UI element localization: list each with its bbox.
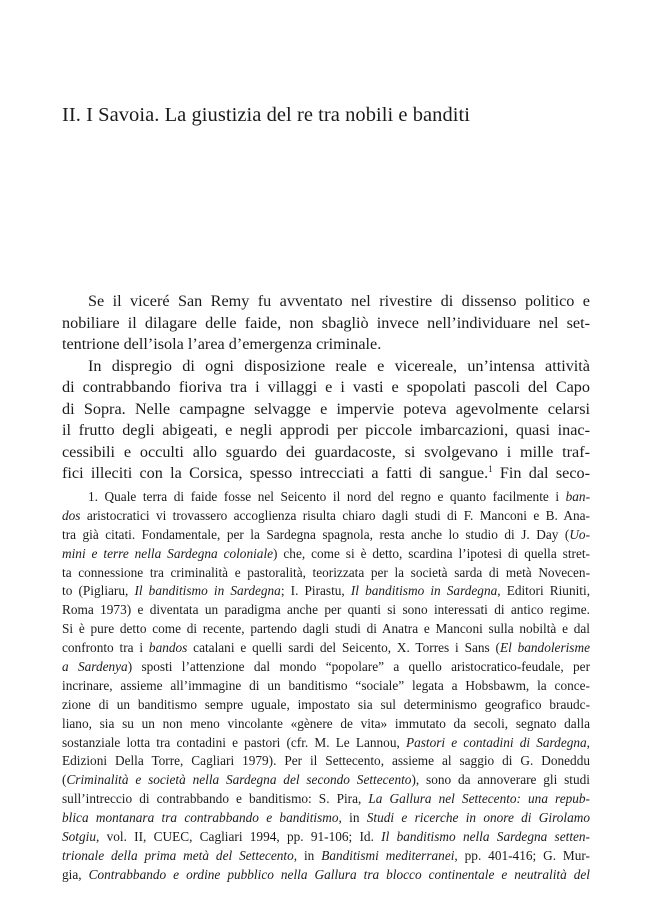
footnote-line: ta connessione tra criminalità e pastoralità, teorizzata per la società sarda di metà Novecen- — [62, 564, 590, 580]
footnote-line: to (Pigliaru, Il banditismo in Sardegna; I. Pirastu, Il banditismo in Sardegna, Editori Riuniti, — [62, 583, 590, 599]
footnote-line: sostanziale lotta tra contadini e pastori (cfr. M. Le Lannou, Pastori e contadini di Sardegna, — [62, 734, 590, 750]
body-line: nobiliare il dilagare delle faide, non sbagliò invece nell’individuare nel set- — [62, 313, 590, 332]
footnote-italic-title: Il banditismo in Sardegna — [350, 583, 498, 599]
footnote-line: Edizioni Della Torre, Cagliari 1979). Per il Settecento, assieme al saggio di G. Doneddu — [62, 753, 590, 769]
chapter-title: II. I Savoia. La giustizia del re tra nobili e banditi — [62, 104, 471, 126]
footnotes — [62, 488, 590, 885]
footnote-italic-title: dos — [62, 507, 81, 523]
footnote-line: tra già citati. Fondamentale, per la Sardegna spagnola, resta anche lo studio di J. Day (Uo- — [62, 526, 590, 542]
body-line — [62, 463, 590, 485]
footnote-italic-title: a Sardenya — [62, 659, 128, 675]
footnote-line: liano, sia su un non meno vincolante «gènere de vita» immutato da secoli, segnato dalla — [62, 715, 590, 731]
footnote-line: trionale della prima metà del Settecento, in Banditismi mediterranei, pp. 401-416; G. Mur- — [62, 847, 590, 863]
footnote-line: blica montanara tra contrabbando e banditismo, in Studi e ricerche in onore di Girolamo — [62, 810, 590, 826]
body-line: Se il viceré San Remy fu avventato nel rivestire di dissenso politico e — [88, 292, 590, 310]
footnote-italic-title: Pastori e contadini di Sardegna — [405, 734, 587, 750]
footnote-line: (Criminalità e società nella Sardegna del secondo Settecento), sono da annoverare gli studi — [62, 772, 590, 788]
footnote-italic-title: blica montanara tra contrabbando e banditismo — [62, 810, 339, 826]
footnote-line: zione di un banditismo sempre uguale, impostato sia sul determinismo geografico braudc- — [62, 696, 590, 712]
body-line: tentrione dell’isola l’area d’emergenza criminale. — [62, 335, 382, 353]
footnote-line: mini e terre nella Sardegna coloniale) che, come si è detto, scardina l’ipotesi di quella stret- — [62, 545, 590, 561]
body-text-run: fici illeciti con la Corsica, spesso intrecciati a fatti di sangue. — [62, 464, 489, 482]
footnote-italic-title: Uo- — [569, 526, 590, 542]
footnote-italic-title: Il banditismo in Sardegna — [134, 583, 281, 599]
footnote-italic-title: bandos — [148, 640, 188, 656]
footnote-line: Sotgiu, vol. II, CUEC, Cagliari 1994, pp. 91-106; Id. Il banditismo nella Sardegna setten- — [62, 829, 590, 845]
footnote-line: incrinare, assieme all’immagine di un banditismo “sociale” legata a Hobsbawm, la conce- — [62, 677, 590, 693]
footnote-italic-title: La Gallura nel Settecento: una repub- — [368, 791, 590, 807]
footnote-italic-title: Banditismi mediterranei — [321, 847, 455, 863]
body-line: In dispregio di ogni disposizione reale e vicereale, un’intensa attività — [88, 356, 590, 375]
footnote-line: sull’intreccio di contrabbando e banditismo: S. Pira, La Gallura nel Settecento: una repub- — [62, 791, 590, 807]
body-line: di contrabbando fioriva tra i villaggi e i vasti e spopolati pascoli del Capo — [62, 378, 590, 396]
body-line: il frutto degli abigeati, e negli approdi per piccole imbarcazioni, quasi inac- — [62, 421, 590, 439]
body-text — [62, 291, 590, 485]
footnote-italic-title: Contrabbando e ordine pubblico nella Gallura tra blocco continentale e neutralità del — [88, 866, 590, 882]
body-text-run: Fin dal seco- — [492, 464, 590, 482]
footnote-italic-title: Il banditismo nella Sardegna setten- — [381, 829, 590, 845]
footnote-italic-title: Criminalità e società nella Sardegna del secondo Settecento — [66, 772, 412, 788]
body-line: di Sopra. Nelle campagne selvagge e impervie poteva agevolmente celarsi — [62, 399, 590, 418]
footnote-line: a Sardenya) sposti l’attenzione dal mondo “popolare” a quello aristocratico-feudale, per — [62, 659, 590, 675]
footnote-line: Si è pure detto come di recente, partendo dagli studi di Anatra e Manconi sulla nobiltà e dal — [62, 621, 590, 637]
footnote-italic-title: trionale della prima metà del Settecento — [62, 847, 294, 863]
footnote-line: dos aristocratici vi trovassero accoglienza risulta chiaro dagli studi di F. Manconi e B. Ana- — [62, 507, 590, 523]
footnote-line: Roma 1973) e diventata un paradigma anche per quanti si sono interessati di antico regime. — [62, 602, 590, 618]
body-line: cessibili e occulti allo sguardo dei guardacoste, si svolgevano i mille traf- — [62, 442, 590, 461]
footnote-reference[interactable]: 1 — [488, 464, 493, 474]
footnote-line: 1. Quale terra di faide fosse nel Seicento il nord del regno e quanto facilmente i ban- — [88, 489, 590, 504]
footnote-italic-title: Sotgiu — [62, 829, 96, 845]
footnote-italic-title: ban- — [565, 489, 590, 504]
footnote-italic-title: mini e terre nella Sardegna coloniale — [62, 545, 274, 561]
footnote-italic-title: El bandolerisme — [499, 640, 590, 656]
footnote-line: confronto tra i bandos catalani e quelli sardi del Seicento, X. Torres i Sans (El bandolerisme — [62, 640, 590, 656]
footnote-line: gia, Contrabbando e ordine pubblico nella Gallura tra blocco continentale e neutralità del — [62, 866, 590, 882]
footnote-italic-title: Studi e ricerche in onore di Girolamo — [366, 810, 590, 826]
